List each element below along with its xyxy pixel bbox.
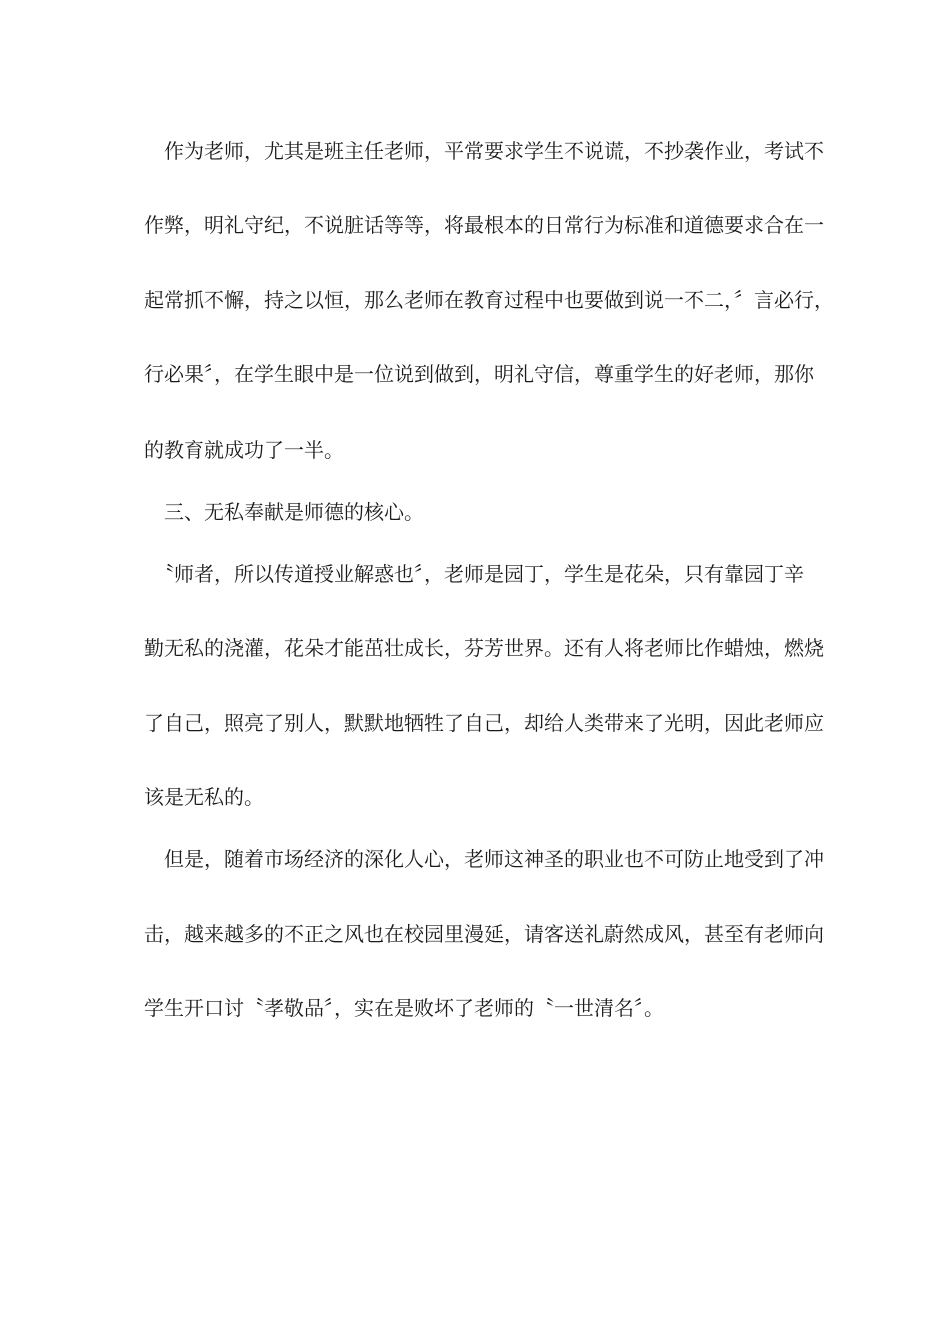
paragraph-line: 了自己，照亮了别人，默默地牺牲了自己，却给人类带来了光明，因此老师应 (144, 711, 824, 735)
paragraph-line: 但是，随着市场经济的深化人心，老师这神圣的职业也不可防止地受到了冲 (144, 847, 824, 871)
paragraph-line: 勤无私的浇灌，花朵才能茁壮成长，芬芳世界。还有人将老师比作蜡烛，燃烧 (144, 636, 824, 660)
paragraph-line: 击，越来越多的不正之风也在校园里漫延，请客送礼蔚然成风，甚至有老师向 (144, 922, 824, 946)
paragraph-line: 行必果〞，在学生眼中是一位说到做到，明礼守信，尊重学生的好老师，那你 (144, 362, 814, 386)
paragraph-line: 作弊，明礼守纪，不说脏话等等，将最根本的日常行为标准和道德要求合在一 (144, 213, 824, 237)
paragraph-line: 该是无私的。 (144, 785, 264, 809)
paragraph-line: 起常抓不懈，持之以恒，那么老师在教育过程中也要做到说一不二，〞言必行， (144, 288, 834, 312)
section-heading: 三、无私奉献是师德的核心。 (144, 500, 424, 524)
paragraph-line: 学生开口讨〝孝敬品〞，实在是败坏了老师的〝一世清名〞。 (144, 996, 664, 1020)
paragraph-line: 〝师者，所以传道授业解惑也〞，老师是园丁，学生是花朵，只有靠园丁辛 (144, 562, 804, 586)
paragraph-line: 作为老师，尤其是班主任老师，平常要求学生不说谎，不抄袭作业，考试不 (144, 139, 824, 163)
paragraph-line: 的教育就成功了一半。 (144, 438, 344, 462)
